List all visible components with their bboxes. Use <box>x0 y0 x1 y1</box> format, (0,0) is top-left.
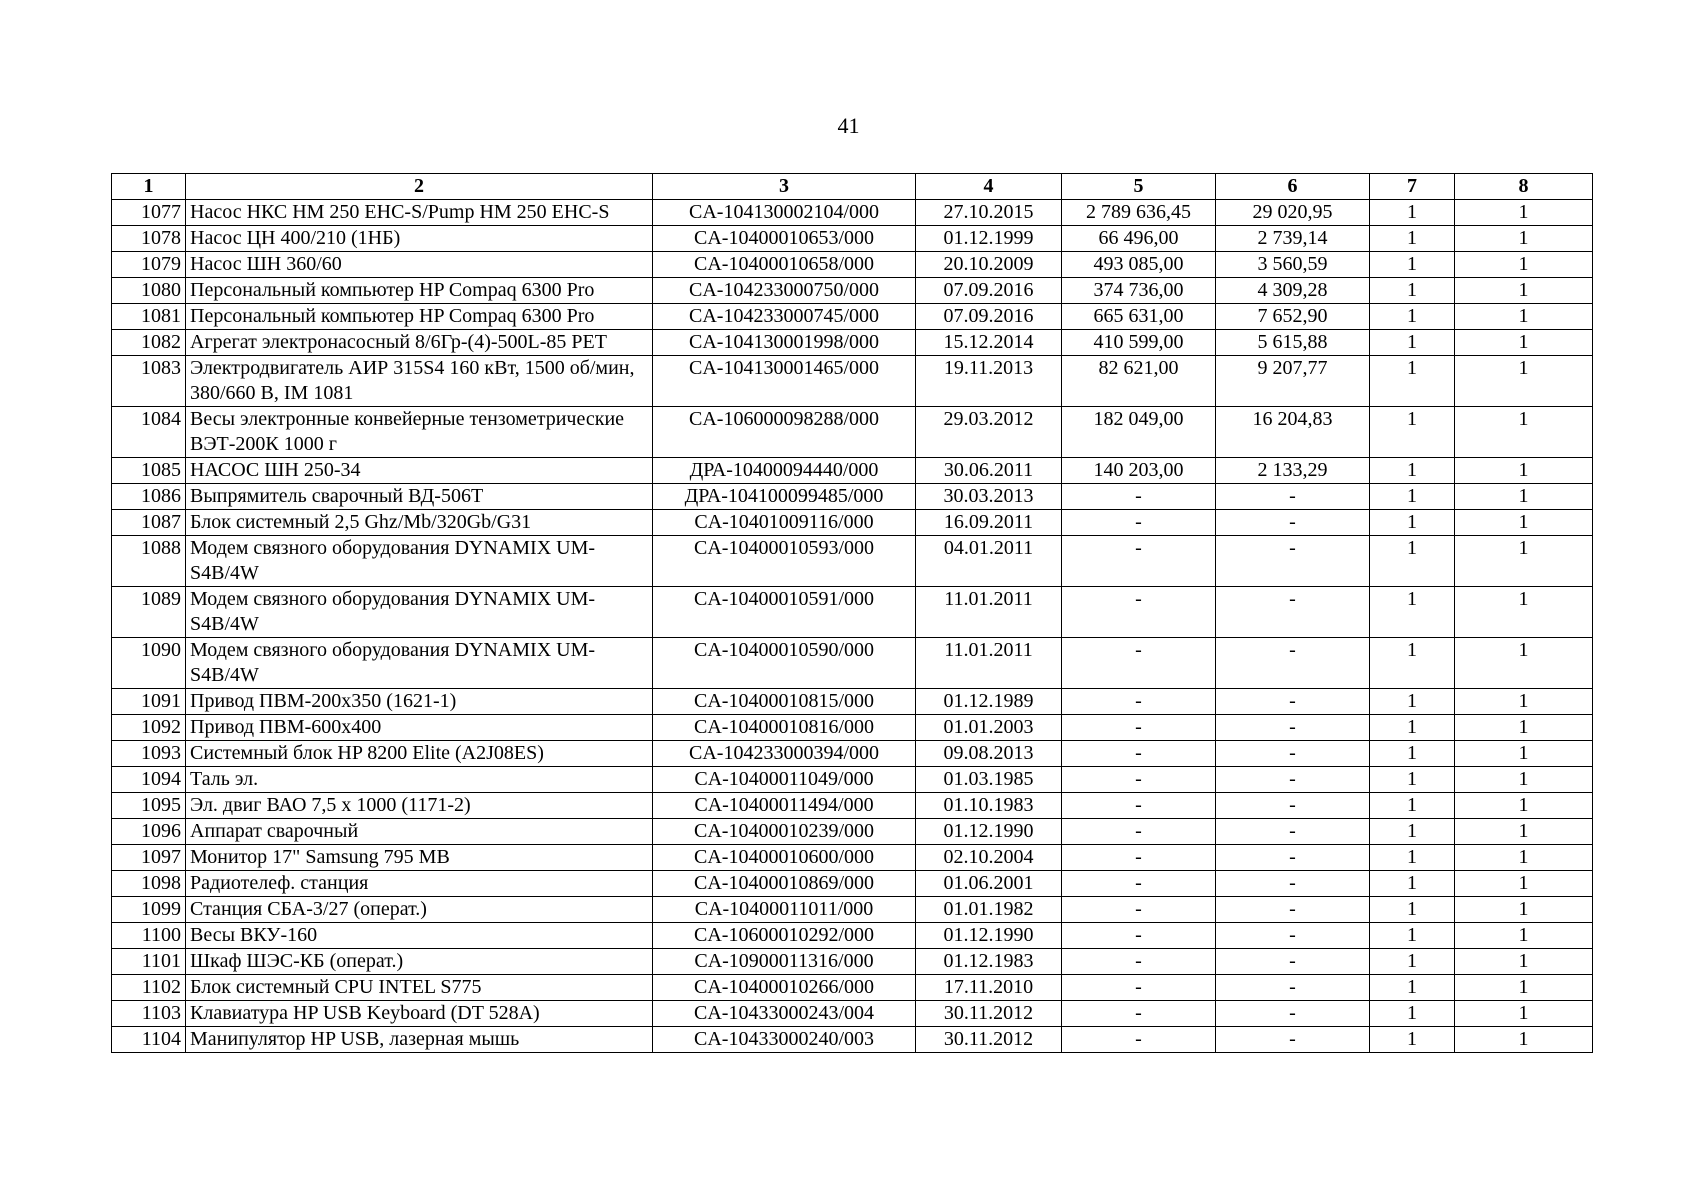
acquisition-date: 01.03.1985 <box>916 767 1062 793</box>
table-row <box>112 304 1593 330</box>
acquisition-date: 30.03.2013 <box>916 484 1062 510</box>
quantity-col8: 1 <box>1455 845 1593 871</box>
value-col6: - <box>1216 1001 1370 1027</box>
table-row <box>112 330 1593 356</box>
inventory-code: CA-10400011494/000 <box>653 793 916 819</box>
inventory-code: CA-10400010869/000 <box>653 871 916 897</box>
item-name: Манипулятор HP USB, лазерная мышь <box>186 1027 653 1053</box>
table-row <box>112 200 1593 226</box>
value-col5: - <box>1062 793 1216 819</box>
table-row <box>112 484 1593 510</box>
value-col5: 665 631,00 <box>1062 304 1216 330</box>
table-row <box>112 458 1593 484</box>
value-col6: 4 309,28 <box>1216 278 1370 304</box>
row-number: 1084 <box>112 407 186 458</box>
quantity-col8: 1 <box>1455 200 1593 226</box>
quantity-col8: 1 <box>1455 278 1593 304</box>
table-row <box>112 845 1593 871</box>
column-header: 6 <box>1216 174 1370 200</box>
table-row <box>112 1001 1593 1027</box>
inventory-code: CA-104233000750/000 <box>653 278 916 304</box>
inventory-code: CA-10600010292/000 <box>653 923 916 949</box>
inventory-code: CA-10433000240/003 <box>653 1027 916 1053</box>
column-header: 2 <box>186 174 653 200</box>
value-col5: - <box>1062 510 1216 536</box>
value-col5: - <box>1062 638 1216 689</box>
quantity-col8: 1 <box>1455 741 1593 767</box>
item-name: Персональный компьютер HP Compaq 6300 Pro <box>186 304 653 330</box>
item-name: Монитор 17" Samsung 795 MB <box>186 845 653 871</box>
table-row <box>112 975 1593 1001</box>
item-name: Персональный компьютер HP Compaq 6300 Pro <box>186 278 653 304</box>
value-col6: 7 652,90 <box>1216 304 1370 330</box>
value-col6: 9 207,77 <box>1216 356 1370 407</box>
inventory-code: ДРА-104100099485/000 <box>653 484 916 510</box>
value-col5: - <box>1062 587 1216 638</box>
value-col5: 2 789 636,45 <box>1062 200 1216 226</box>
acquisition-date: 01.12.1990 <box>916 923 1062 949</box>
quantity-col7: 1 <box>1370 638 1455 689</box>
table-row <box>112 1027 1593 1053</box>
value-col6: - <box>1216 975 1370 1001</box>
item-name: Аппарат сварочный <box>186 819 653 845</box>
acquisition-date: 15.12.2014 <box>916 330 1062 356</box>
value-col6: - <box>1216 587 1370 638</box>
column-header: 3 <box>653 174 916 200</box>
row-number: 1086 <box>112 484 186 510</box>
value-col5: - <box>1062 741 1216 767</box>
acquisition-date: 01.01.1982 <box>916 897 1062 923</box>
inventory-code: CA-10900011316/000 <box>653 949 916 975</box>
row-number: 1098 <box>112 871 186 897</box>
value-col6: - <box>1216 897 1370 923</box>
item-name: Насос ЦН 400/210 (1НБ) <box>186 226 653 252</box>
value-col6: - <box>1216 819 1370 845</box>
quantity-col8: 1 <box>1455 1001 1593 1027</box>
value-col5: 493 085,00 <box>1062 252 1216 278</box>
acquisition-date: 01.12.1983 <box>916 949 1062 975</box>
inventory-code: CA-10400010815/000 <box>653 689 916 715</box>
value-col6: - <box>1216 949 1370 975</box>
inventory-code: CA-10400010600/000 <box>653 845 916 871</box>
table-row <box>112 871 1593 897</box>
quantity-col8: 1 <box>1455 407 1593 458</box>
table-row <box>112 356 1593 407</box>
acquisition-date: 01.10.1983 <box>916 793 1062 819</box>
value-col6: - <box>1216 510 1370 536</box>
column-header: 7 <box>1370 174 1455 200</box>
item-name: Привод ПВМ-600х400 <box>186 715 653 741</box>
value-col5: 140 203,00 <box>1062 458 1216 484</box>
quantity-col7: 1 <box>1370 510 1455 536</box>
value-col5: - <box>1062 536 1216 587</box>
row-number: 1091 <box>112 689 186 715</box>
quantity-col8: 1 <box>1455 304 1593 330</box>
quantity-col8: 1 <box>1455 252 1593 278</box>
value-col6: 5 615,88 <box>1216 330 1370 356</box>
value-col6: - <box>1216 1027 1370 1053</box>
row-number: 1097 <box>112 845 186 871</box>
item-name: НАСОС ШН 250-34 <box>186 458 653 484</box>
row-number: 1077 <box>112 200 186 226</box>
value-col5: 182 049,00 <box>1062 407 1216 458</box>
quantity-col8: 1 <box>1455 638 1593 689</box>
acquisition-date: 01.12.1999 <box>916 226 1062 252</box>
quantity-col7: 1 <box>1370 304 1455 330</box>
table-row <box>112 252 1593 278</box>
inventory-code: CA-104130001465/000 <box>653 356 916 407</box>
item-name: Станция СБА-3/27 (операт.) <box>186 897 653 923</box>
value-col5: - <box>1062 845 1216 871</box>
row-number: 1079 <box>112 252 186 278</box>
quantity-col7: 1 <box>1370 356 1455 407</box>
quantity-col8: 1 <box>1455 871 1593 897</box>
inventory-code: CA-104233000745/000 <box>653 304 916 330</box>
quantity-col7: 1 <box>1370 252 1455 278</box>
quantity-col7: 1 <box>1370 278 1455 304</box>
row-number: 1095 <box>112 793 186 819</box>
item-name: Таль эл. <box>186 767 653 793</box>
item-name: Блок системный CPU INTEL S775 <box>186 975 653 1001</box>
row-number: 1104 <box>112 1027 186 1053</box>
value-col6: - <box>1216 638 1370 689</box>
inventory-code: CA-10400010266/000 <box>653 975 916 1001</box>
table-row <box>112 638 1593 689</box>
inventory-code: CA-10400011011/000 <box>653 897 916 923</box>
acquisition-date: 07.09.2016 <box>916 304 1062 330</box>
value-col5: 410 599,00 <box>1062 330 1216 356</box>
row-number: 1102 <box>112 975 186 1001</box>
quantity-col8: 1 <box>1455 767 1593 793</box>
table-row <box>112 510 1593 536</box>
row-number: 1081 <box>112 304 186 330</box>
item-name: Клавиатура HP USB Keyboard (DT 528A) <box>186 1001 653 1027</box>
row-number: 1088 <box>112 536 186 587</box>
quantity-col7: 1 <box>1370 975 1455 1001</box>
item-name: Модем связного оборудования DYNAMIX UM-S4B/4W <box>186 536 653 587</box>
inventory-code: CA-10400011049/000 <box>653 767 916 793</box>
quantity-col7: 1 <box>1370 949 1455 975</box>
value-col6: - <box>1216 923 1370 949</box>
value-col6: - <box>1216 793 1370 819</box>
row-number: 1087 <box>112 510 186 536</box>
inventory-code: CA-104130001998/000 <box>653 330 916 356</box>
value-col6: 2 739,14 <box>1216 226 1370 252</box>
quantity-col8: 1 <box>1455 330 1593 356</box>
quantity-col7: 1 <box>1370 226 1455 252</box>
quantity-col8: 1 <box>1455 689 1593 715</box>
acquisition-date: 29.03.2012 <box>916 407 1062 458</box>
value-col5: - <box>1062 949 1216 975</box>
acquisition-date: 30.11.2012 <box>916 1001 1062 1027</box>
row-number: 1080 <box>112 278 186 304</box>
quantity-col7: 1 <box>1370 484 1455 510</box>
item-name: Весы ВКУ-160 <box>186 923 653 949</box>
value-col5: - <box>1062 871 1216 897</box>
table-row <box>112 689 1593 715</box>
acquisition-date: 09.08.2013 <box>916 741 1062 767</box>
quantity-col7: 1 <box>1370 1001 1455 1027</box>
quantity-col7: 1 <box>1370 923 1455 949</box>
acquisition-date: 07.09.2016 <box>916 278 1062 304</box>
quantity-col7: 1 <box>1370 536 1455 587</box>
acquisition-date: 04.01.2011 <box>916 536 1062 587</box>
row-number: 1089 <box>112 587 186 638</box>
row-number: 1085 <box>112 458 186 484</box>
item-name: Модем связного оборудования DYNAMIX UM-S4B/4W <box>186 638 653 689</box>
item-name: Электродвигатель АИР 315S4 160 кВт, 1500 об/мин, 380/660 В, IM 1081 <box>186 356 653 407</box>
quantity-col8: 1 <box>1455 923 1593 949</box>
acquisition-date: 02.10.2004 <box>916 845 1062 871</box>
row-number: 1090 <box>112 638 186 689</box>
quantity-col7: 1 <box>1370 741 1455 767</box>
acquisition-date: 01.01.2003 <box>916 715 1062 741</box>
quantity-col8: 1 <box>1455 458 1593 484</box>
value-col5: - <box>1062 484 1216 510</box>
acquisition-date: 17.11.2010 <box>916 975 1062 1001</box>
acquisition-date: 16.09.2011 <box>916 510 1062 536</box>
inventory-code: CA-10400010653/000 <box>653 226 916 252</box>
row-number: 1082 <box>112 330 186 356</box>
table-row <box>112 587 1593 638</box>
quantity-col7: 1 <box>1370 1027 1455 1053</box>
value-col6: 29 020,95 <box>1216 200 1370 226</box>
row-number: 1093 <box>112 741 186 767</box>
quantity-col8: 1 <box>1455 949 1593 975</box>
value-col5: - <box>1062 897 1216 923</box>
quantity-col7: 1 <box>1370 407 1455 458</box>
inventory-code: CA-104233000394/000 <box>653 741 916 767</box>
item-name: Эл. двиг ВАО 7,5 х 1000 (1171-2) <box>186 793 653 819</box>
value-col6: 3 560,59 <box>1216 252 1370 278</box>
table-row <box>112 741 1593 767</box>
inventory-code: ДРА-10400094440/000 <box>653 458 916 484</box>
value-col5: 374 736,00 <box>1062 278 1216 304</box>
inventory-code: CA-106000098288/000 <box>653 407 916 458</box>
inventory-code: CA-10400010593/000 <box>653 536 916 587</box>
quantity-col8: 1 <box>1455 536 1593 587</box>
quantity-col8: 1 <box>1455 793 1593 819</box>
table-row <box>112 793 1593 819</box>
inventory-code: CA-10401009116/000 <box>653 510 916 536</box>
acquisition-date: 19.11.2013 <box>916 356 1062 407</box>
item-name: Модем связного оборудования DYNAMIX UM-S4B/4W <box>186 587 653 638</box>
inventory-table <box>111 173 1593 1053</box>
value-col5: - <box>1062 1027 1216 1053</box>
column-header: 4 <box>916 174 1062 200</box>
acquisition-date: 30.11.2012 <box>916 1027 1062 1053</box>
value-col6: - <box>1216 536 1370 587</box>
item-name: Выпрямитель сварочный ВД-506Т <box>186 484 653 510</box>
row-number: 1078 <box>112 226 186 252</box>
quantity-col7: 1 <box>1370 330 1455 356</box>
quantity-col8: 1 <box>1455 484 1593 510</box>
value-col5: 66 496,00 <box>1062 226 1216 252</box>
acquisition-date: 11.01.2011 <box>916 638 1062 689</box>
row-number: 1100 <box>112 923 186 949</box>
page-number: 41 <box>837 113 860 138</box>
value-col5: - <box>1062 767 1216 793</box>
acquisition-date: 01.12.1990 <box>916 819 1062 845</box>
table-header-row <box>112 174 1593 200</box>
quantity-col7: 1 <box>1370 715 1455 741</box>
table-row <box>112 278 1593 304</box>
quantity-col8: 1 <box>1455 510 1593 536</box>
acquisition-date: 01.12.1989 <box>916 689 1062 715</box>
table-row <box>112 923 1593 949</box>
value-col6: - <box>1216 871 1370 897</box>
table-row <box>112 949 1593 975</box>
table-row <box>112 897 1593 923</box>
table-body <box>112 200 1593 1053</box>
inventory-code: CA-10433000243/004 <box>653 1001 916 1027</box>
acquisition-date: 01.06.2001 <box>916 871 1062 897</box>
row-number: 1094 <box>112 767 186 793</box>
inventory-code: CA-10400010590/000 <box>653 638 916 689</box>
value-col6: - <box>1216 845 1370 871</box>
quantity-col7: 1 <box>1370 897 1455 923</box>
quantity-col8: 1 <box>1455 715 1593 741</box>
value-col5: - <box>1062 715 1216 741</box>
table-row <box>112 819 1593 845</box>
item-name: Агрегат электронасосный 8/6Гр-(4)-500L-85 PET <box>186 330 653 356</box>
quantity-col7: 1 <box>1370 819 1455 845</box>
item-name: Шкаф ШЭС-КБ (операт.) <box>186 949 653 975</box>
table-row <box>112 767 1593 793</box>
row-number: 1092 <box>112 715 186 741</box>
value-col6: 16 204,83 <box>1216 407 1370 458</box>
value-col6: - <box>1216 689 1370 715</box>
inventory-code: CA-104130002104/000 <box>653 200 916 226</box>
value-col6: - <box>1216 715 1370 741</box>
quantity-col8: 1 <box>1455 819 1593 845</box>
quantity-col8: 1 <box>1455 897 1593 923</box>
value-col5: - <box>1062 689 1216 715</box>
column-header: 8 <box>1455 174 1593 200</box>
value-col5: - <box>1062 819 1216 845</box>
row-number: 1083 <box>112 356 186 407</box>
quantity-col8: 1 <box>1455 975 1593 1001</box>
value-col6: 2 133,29 <box>1216 458 1370 484</box>
value-col5: - <box>1062 923 1216 949</box>
quantity-col7: 1 <box>1370 689 1455 715</box>
item-name: Радиотелеф. станция <box>186 871 653 897</box>
table-row <box>112 536 1593 587</box>
value-col5: 82 621,00 <box>1062 356 1216 407</box>
inventory-code: CA-10400010591/000 <box>653 587 916 638</box>
acquisition-date: 11.01.2011 <box>916 587 1062 638</box>
item-name: Насос НКС НМ 250 EHC-S/Pump HM 250 EHC-S <box>186 200 653 226</box>
quantity-col7: 1 <box>1370 458 1455 484</box>
quantity-col7: 1 <box>1370 587 1455 638</box>
value-col6: - <box>1216 767 1370 793</box>
row-number: 1096 <box>112 819 186 845</box>
quantity-col7: 1 <box>1370 200 1455 226</box>
item-name: Привод ПВМ-200х350 (1621-1) <box>186 689 653 715</box>
quantity-col7: 1 <box>1370 871 1455 897</box>
value-col5: - <box>1062 975 1216 1001</box>
value-col6: - <box>1216 484 1370 510</box>
table-row <box>112 226 1593 252</box>
column-header: 5 <box>1062 174 1216 200</box>
item-name: Весы электронные конвейерные тензометрические ВЭТ-200К 1000 г <box>186 407 653 458</box>
table-row <box>112 715 1593 741</box>
quantity-col7: 1 <box>1370 845 1455 871</box>
value-col6: - <box>1216 741 1370 767</box>
acquisition-date: 20.10.2009 <box>916 252 1062 278</box>
inventory-code: CA-10400010658/000 <box>653 252 916 278</box>
quantity-col8: 1 <box>1455 356 1593 407</box>
item-name: Блок системный 2,5 Ghz/Mb/320Gb/G31 <box>186 510 653 536</box>
value-col5: - <box>1062 1001 1216 1027</box>
table-row <box>112 407 1593 458</box>
item-name: Насос ШН 360/60 <box>186 252 653 278</box>
acquisition-date: 27.10.2015 <box>916 200 1062 226</box>
quantity-col8: 1 <box>1455 1027 1593 1053</box>
row-number: 1101 <box>112 949 186 975</box>
column-header: 1 <box>112 174 186 200</box>
acquisition-date: 30.06.2011 <box>916 458 1062 484</box>
row-number: 1099 <box>112 897 186 923</box>
item-name: Системный блок HP 8200 Elite (A2J08ES) <box>186 741 653 767</box>
inventory-code: CA-10400010239/000 <box>653 819 916 845</box>
quantity-col7: 1 <box>1370 767 1455 793</box>
quantity-col8: 1 <box>1455 226 1593 252</box>
inventory-code: CA-10400010816/000 <box>653 715 916 741</box>
quantity-col7: 1 <box>1370 793 1455 819</box>
row-number: 1103 <box>112 1001 186 1027</box>
quantity-col8: 1 <box>1455 587 1593 638</box>
